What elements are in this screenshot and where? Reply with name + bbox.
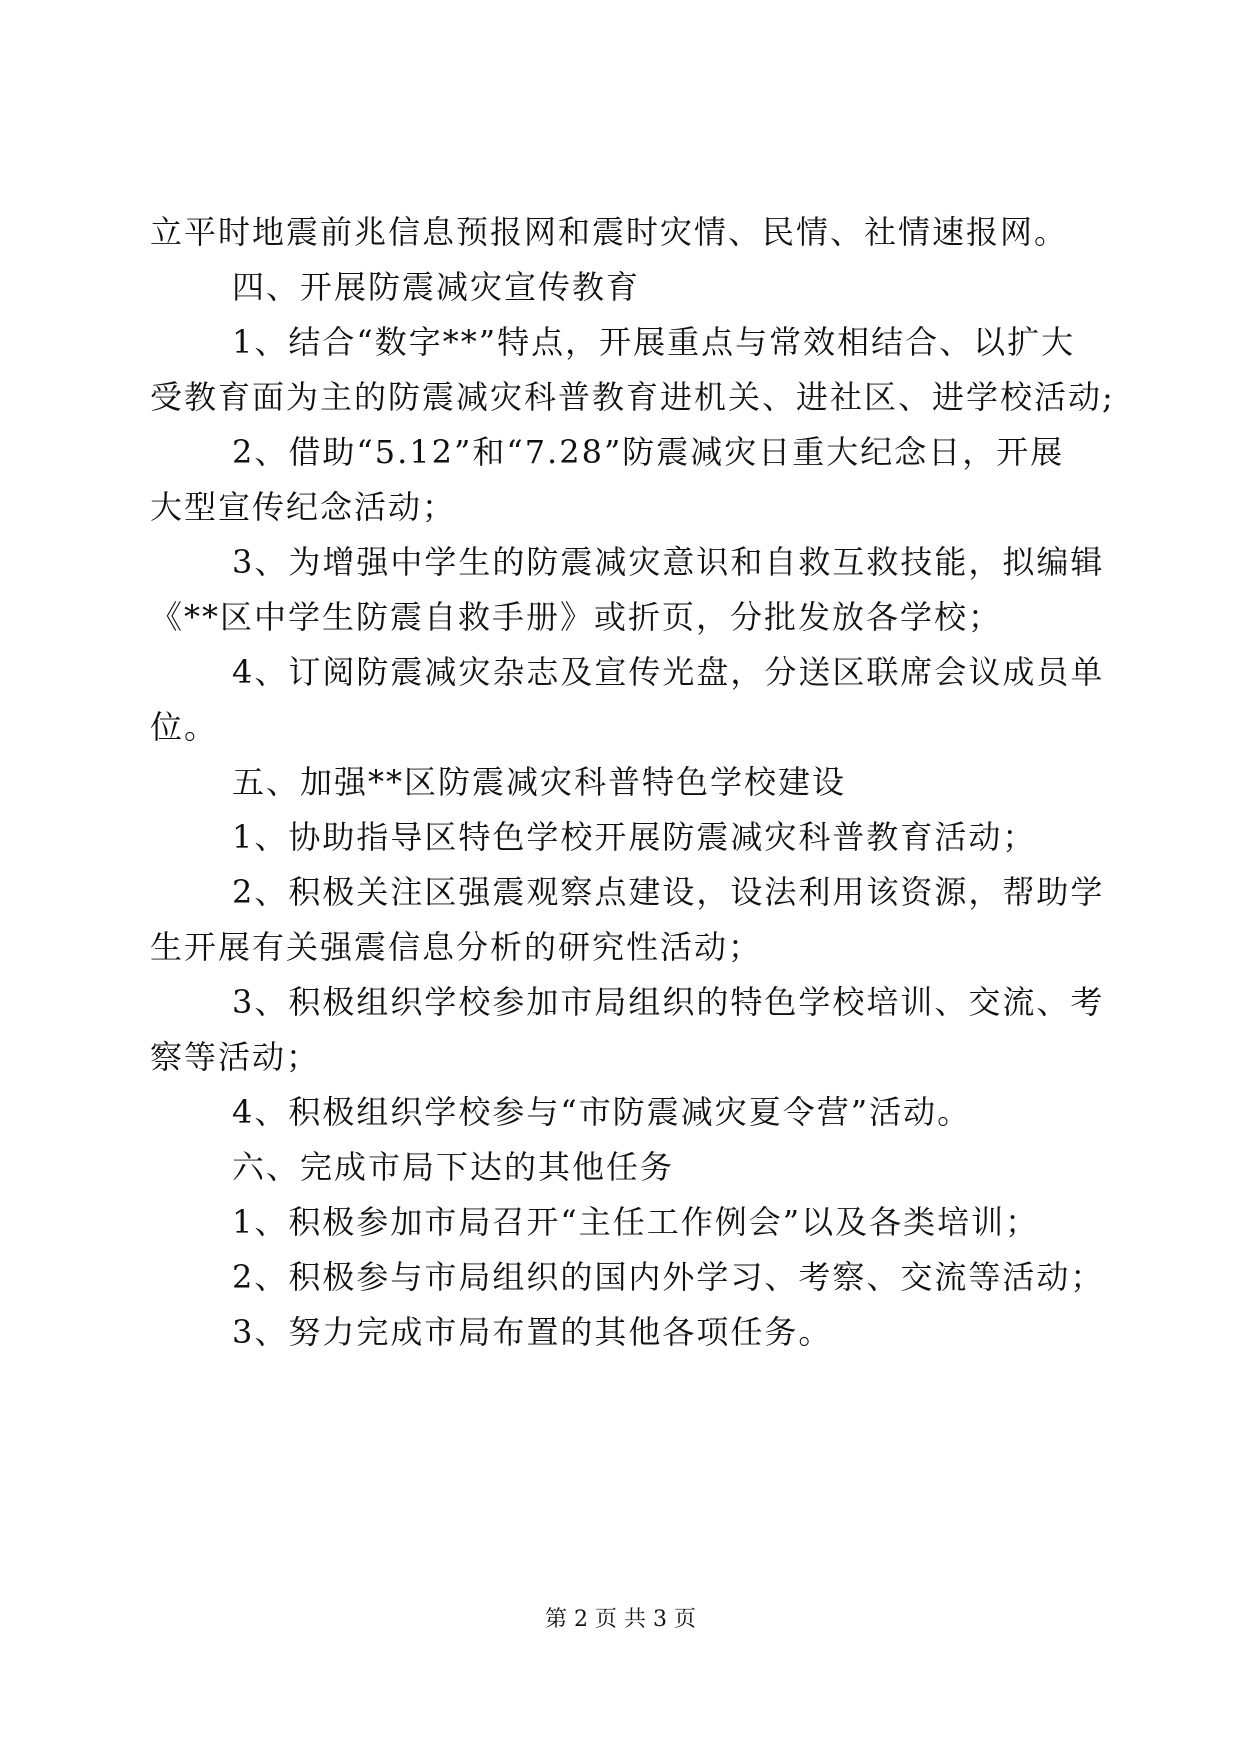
section-heading-4: 四、开展防震减灾宣传教育 [232,268,641,306]
item-5-3-line-1: 3、积极组织学校参加市局组织的特色学校培训、交流、考 [232,983,1105,1021]
item-6-2: 2、积极参与市局组织的国内外学习、考察、交流等活动； [232,1258,1105,1296]
item-6-3: 3、努力完成市局布置的其他各项任务。 [232,1313,833,1351]
section-heading-5: 五、加强**区防震减灾科普特色学校建设 [232,763,847,801]
item-4-1-line-2: 受教育面为主的防震减灾科普教育进机关、进社区、进学校活动; [150,378,1115,416]
item-4-4-line-2: 位。 [150,708,219,746]
item-4-3-line-2: 《**区中学生防震自救手册》或折页，分批发放各学校； [150,598,1003,636]
item-5-2-line-2: 生开展有关强震信息分析的研究性活动； [150,928,763,966]
item-5-4: 4、积极组织学校参与“市防震减灾夏令营”活动。 [232,1093,972,1131]
item-5-1: 1、协助指导区特色学校开展防震减灾科普教育活动； [232,818,1037,856]
item-5-3-line-2: 察等活动； [150,1038,321,1076]
section-heading-6: 六、完成市局下达的其他任务 [232,1148,675,1186]
item-4-4-line-1: 4、订阅防震减灾杂志及宣传光盘，分送区联席会议成员单 [232,653,1105,691]
item-4-2-line-2: 大型宣传纪念活动； [150,488,457,526]
page-number-footer: 第 2 页 共 3 页 [545,1607,696,1632]
item-6-1: 1、积极参加市局召开“主任工作例会”以及各类培训； [232,1203,1040,1241]
item-4-1-line-1: 1、结合“数字**”特点，开展重点与常效相结合、以扩大 [232,323,1076,361]
item-5-2-line-1: 2、积极关注区强震观察点建设，设法利用该资源，帮助学 [232,873,1105,911]
item-4-3-line-1: 3、为增强中学生的防震减灾意识和自救互救技能，拟编辑 [232,543,1105,581]
item-4-2-line-1: 2、借助“5.12”和“7.28”防震减灾日重大纪念日，开展 [232,433,1065,471]
text-line-continuation: 立平时地震前兆信息预报网和震时灾情、民情、社情速报网。 [150,213,1069,251]
